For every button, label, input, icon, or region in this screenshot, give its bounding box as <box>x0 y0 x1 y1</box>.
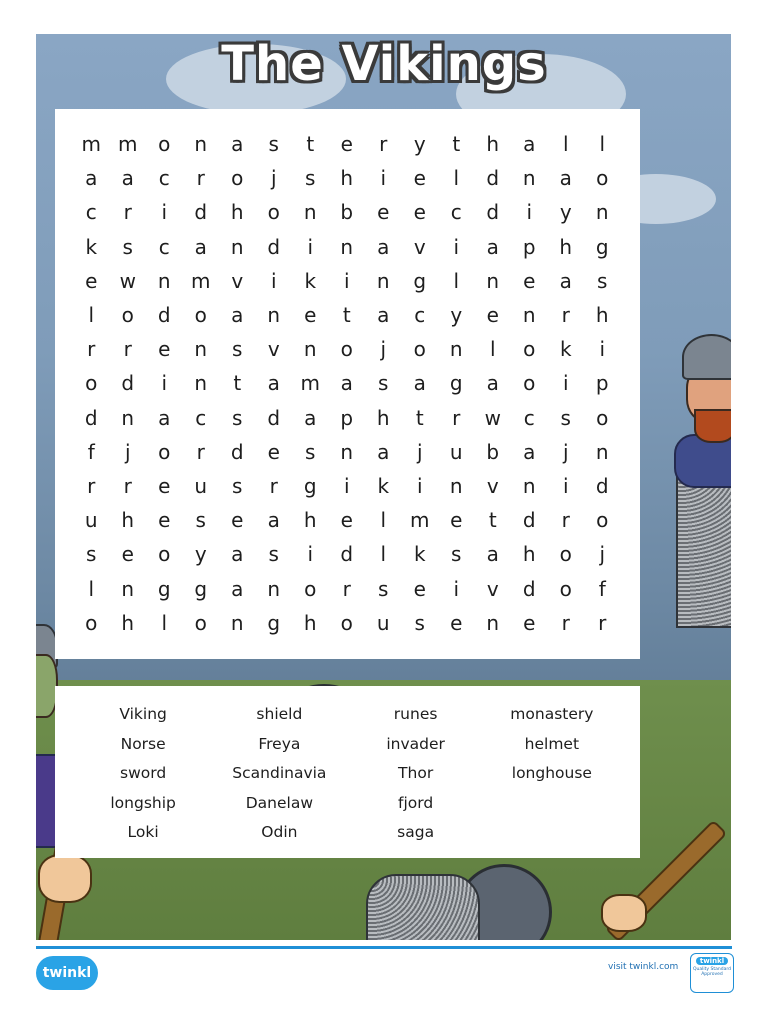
grid-cell[interactable]: c <box>414 303 426 328</box>
grid-cell[interactable]: k <box>377 473 390 498</box>
grid-cell[interactable]: t <box>233 371 242 396</box>
grid-cell[interactable]: y <box>559 200 572 225</box>
word-list-item: fjord <box>398 793 434 812</box>
grid-cell[interactable]: d <box>486 200 500 225</box>
grid-cell[interactable]: r <box>561 303 570 328</box>
grid-cell[interactable]: t <box>306 132 315 157</box>
grid-cell[interactable]: g <box>449 371 463 396</box>
grid-cell[interactable]: r <box>598 610 607 635</box>
grid-cell[interactable]: e <box>85 268 98 293</box>
grid-cell[interactable]: u <box>84 508 98 533</box>
grid-cell[interactable]: o <box>340 610 353 635</box>
grid-cell[interactable]: r <box>123 200 132 225</box>
word-list-item: Scandinavia <box>232 764 327 782</box>
grid-cell[interactable]: s <box>560 405 571 430</box>
grid-cell[interactable]: n <box>230 234 244 259</box>
grid-cell[interactable]: o <box>158 439 171 464</box>
grid-cell[interactable]: s <box>86 542 97 567</box>
grid-cell[interactable]: r <box>269 473 278 498</box>
grid-cell[interactable]: w <box>119 268 136 293</box>
grid-cell[interactable]: g <box>194 576 208 601</box>
grid-cell[interactable]: n <box>522 166 536 191</box>
grid-cell[interactable]: l <box>380 508 387 533</box>
grid-cell[interactable]: p <box>595 371 609 396</box>
grid-cell[interactable]: g <box>267 610 281 635</box>
grid-cell[interactable]: a <box>377 303 390 328</box>
grid-cell[interactable]: o <box>559 542 572 567</box>
grid-cell[interactable]: o <box>194 303 207 328</box>
grid-cell[interactable]: s <box>232 405 243 430</box>
grid-cell[interactable]: a <box>231 576 244 601</box>
grid-cell[interactable]: r <box>452 405 461 430</box>
grid-cell[interactable]: i <box>161 371 168 396</box>
grid-cell[interactable]: a <box>267 508 280 533</box>
grid-cell[interactable]: h <box>303 508 317 533</box>
grid-cell[interactable]: s <box>232 337 243 362</box>
grid-cell[interactable]: o <box>413 337 426 362</box>
grid-cell[interactable]: n <box>267 303 281 328</box>
grid-cell[interactable]: m <box>191 268 211 293</box>
word-list-item: monastery <box>510 705 594 723</box>
badge-title: twinkl <box>696 957 728 965</box>
grid-cell[interactable]: c <box>523 405 535 430</box>
grid-cell[interactable]: i <box>416 473 423 498</box>
grid-cell[interactable]: a <box>158 405 171 430</box>
grid-cell[interactable]: n <box>376 268 390 293</box>
grid-cell[interactable]: e <box>450 610 463 635</box>
grid-cell[interactable]: e <box>486 303 499 328</box>
badge-caption: Quality Standard Approved <box>693 967 731 977</box>
grid-cell[interactable]: o <box>194 610 207 635</box>
grid-cell[interactable]: n <box>486 610 500 635</box>
grid-cell[interactable]: i <box>526 200 533 225</box>
grid-cell[interactable]: a <box>231 303 244 328</box>
grid-cell[interactable]: u <box>449 439 463 464</box>
grid-cell[interactable]: a <box>486 371 499 396</box>
grid-cell[interactable]: h <box>230 200 244 225</box>
grid-cell[interactable]: v <box>486 576 499 601</box>
grid-cell[interactable]: t <box>342 303 351 328</box>
word-list-item: invader <box>386 734 445 753</box>
grid-cell[interactable]: l <box>489 337 496 362</box>
grid-cell[interactable]: n <box>595 200 609 225</box>
grid-cell[interactable]: i <box>380 166 387 191</box>
grid-cell[interactable]: k <box>559 337 572 362</box>
grid-cell[interactable]: r <box>87 473 96 498</box>
grid-cell[interactable]: e <box>231 508 244 533</box>
grid-cell[interactable]: a <box>304 405 317 430</box>
grid-cell[interactable]: o <box>158 542 171 567</box>
grid-cell[interactable]: e <box>158 337 171 362</box>
grid-cell[interactable]: r <box>123 337 132 362</box>
grid-cell[interactable]: n <box>449 337 463 362</box>
grid-cell[interactable]: l <box>453 268 460 293</box>
grid-cell[interactable]: e <box>267 439 280 464</box>
grid-cell[interactable]: p <box>522 234 536 259</box>
grid-cell[interactable]: o <box>596 166 609 191</box>
grid-cell[interactable]: g <box>595 234 609 259</box>
grid-cell[interactable]: j <box>416 439 423 464</box>
grid-cell[interactable]: l <box>88 303 95 328</box>
grid-cell[interactable]: c <box>85 200 97 225</box>
grid-cell[interactable]: c <box>195 405 207 430</box>
grid-cell[interactable]: n <box>121 405 135 430</box>
word-list-item: Odin <box>261 823 298 841</box>
grid-cell[interactable]: s <box>268 542 279 567</box>
grid-cell[interactable]: k <box>304 268 317 293</box>
grid-cell[interactable]: i <box>562 371 569 396</box>
grid-cell[interactable]: u <box>194 473 208 498</box>
grid-cell[interactable]: a <box>377 439 390 464</box>
hand-right <box>601 894 647 932</box>
grid-cell[interactable]: a <box>486 542 499 567</box>
grid-cell[interactable]: n <box>121 576 135 601</box>
grid-cell[interactable]: j <box>599 542 606 567</box>
grid-cell[interactable]: m <box>118 132 138 157</box>
viking-beard-right <box>694 409 731 443</box>
grid-cell[interactable]: r <box>196 166 205 191</box>
word-search-grid-panel <box>55 109 640 659</box>
grid-cell[interactable]: r <box>196 439 205 464</box>
grid-cell[interactable]: n <box>340 234 354 259</box>
grid-cell[interactable]: n <box>522 303 536 328</box>
grid-cell[interactable]: n <box>303 337 317 362</box>
word-list-item: Freya <box>258 734 301 753</box>
grid-cell[interactable]: h <box>559 234 573 259</box>
grid-cell[interactable]: i <box>453 234 460 259</box>
grid-cell[interactable]: e <box>340 508 353 533</box>
grid-cell[interactable]: o <box>559 576 572 601</box>
grid-cell[interactable]: o <box>121 303 134 328</box>
grid-cell[interactable]: m <box>300 371 320 396</box>
grid-cell[interactable]: m <box>81 132 101 157</box>
grid-cell[interactable]: s <box>122 234 133 259</box>
grid-cell[interactable]: n <box>194 337 208 362</box>
grid-cell[interactable]: a <box>194 234 207 259</box>
word-list-item: shield <box>256 705 303 723</box>
grid-cell[interactable]: m <box>410 508 430 533</box>
word-list-item <box>484 818 620 848</box>
grid-cell[interactable]: g <box>413 268 427 293</box>
grid-cell[interactable]: e <box>413 576 426 601</box>
grid-cell[interactable]: t <box>488 508 497 533</box>
word-list <box>75 700 620 848</box>
grid-cell[interactable]: n <box>194 371 208 396</box>
grid-cell[interactable]: o <box>85 610 98 635</box>
grid-cell[interactable]: s <box>268 132 279 157</box>
grid-cell[interactable]: a <box>486 234 499 259</box>
grid-cell[interactable]: n <box>522 473 536 498</box>
grid-cell[interactable]: h <box>340 166 354 191</box>
grid-cell[interactable]: j <box>270 166 277 191</box>
grid-cell[interactable]: a <box>523 439 536 464</box>
word-list-item: saga <box>397 823 435 841</box>
grid-cell[interactable]: t <box>452 132 461 157</box>
grid-cell[interactable]: a <box>340 371 353 396</box>
grid-cell[interactable]: n <box>230 610 244 635</box>
grid-cell[interactable]: v <box>413 234 426 259</box>
grid-cell[interactable]: o <box>596 508 609 533</box>
grid-cell[interactable]: o <box>267 200 280 225</box>
grid-cell[interactable]: y <box>450 303 463 328</box>
grid-cell[interactable]: r <box>87 337 96 362</box>
grid-cell[interactable]: h <box>595 303 609 328</box>
grid-cell[interactable]: o <box>523 337 536 362</box>
grid-cell[interactable]: e <box>377 200 390 225</box>
grid-cell[interactable]: s <box>451 542 462 567</box>
grid-cell[interactable]: e <box>413 200 426 225</box>
grid-cell[interactable]: a <box>377 234 390 259</box>
grid-cell[interactable]: r <box>342 576 351 601</box>
grid-cell[interactable]: f <box>87 439 95 464</box>
grid-cell[interactable]: a <box>523 132 536 157</box>
viking-helmet-right <box>682 334 731 380</box>
grid-cell[interactable]: e <box>121 542 134 567</box>
grid-cell[interactable]: i <box>343 268 350 293</box>
grid-cell[interactable]: d <box>194 200 208 225</box>
grid-cell[interactable]: n <box>449 473 463 498</box>
grid-cell[interactable]: d <box>486 166 500 191</box>
grid-cell[interactable]: j <box>380 337 387 362</box>
grid-cell[interactable]: g <box>303 473 317 498</box>
grid-cell[interactable]: h <box>121 508 135 533</box>
grid-cell[interactable]: l <box>562 132 569 157</box>
word-list-item: longship <box>110 793 176 812</box>
grid-cell[interactable]: s <box>597 268 608 293</box>
grid-cell[interactable]: d <box>522 576 536 601</box>
grid-cell[interactable]: a <box>413 371 426 396</box>
grid-cell[interactable]: e <box>413 166 426 191</box>
word-list-item: longhouse <box>511 764 592 782</box>
grid-cell[interactable]: o <box>304 576 317 601</box>
grid-cell[interactable]: b <box>486 439 500 464</box>
hand-left <box>38 854 92 903</box>
grid-cell[interactable]: o <box>523 371 536 396</box>
grid-cell[interactable]: a <box>231 542 244 567</box>
visit-link[interactable]: visit twinkl.com <box>608 962 679 972</box>
word-list-panel <box>55 686 640 858</box>
grid-cell[interactable]: d <box>340 542 354 567</box>
grid-cell[interactable]: o <box>158 132 171 157</box>
grid-cell[interactable]: j <box>124 439 131 464</box>
grid-cell[interactable]: v <box>231 268 244 293</box>
page-title: The Vikings <box>221 36 547 92</box>
twinkl-logo-icon[interactable]: twinkl <box>36 956 98 990</box>
grid-cell[interactable]: o <box>596 405 609 430</box>
grid-cell[interactable]: h <box>522 542 536 567</box>
grid-cell[interactable]: r <box>379 132 388 157</box>
grid-cell[interactable]: d <box>267 405 281 430</box>
word-list-item: sword <box>120 764 167 782</box>
grid-cell[interactable]: h <box>376 405 390 430</box>
grid-cell[interactable]: c <box>158 234 170 259</box>
grid-cell[interactable]: n <box>486 268 500 293</box>
grid-cell[interactable]: c <box>158 166 170 191</box>
grid-cell[interactable]: i <box>307 234 314 259</box>
footer-divider <box>36 946 732 949</box>
grid-cell[interactable]: a <box>231 132 244 157</box>
grid-cell[interactable]: i <box>343 473 350 498</box>
grid-cell[interactable]: d <box>267 234 281 259</box>
grid-cell[interactable]: e <box>158 508 171 533</box>
grid-cell[interactable]: d <box>157 303 171 328</box>
grid-cell[interactable]: h <box>303 610 317 635</box>
grid-cell[interactable]: n <box>303 200 317 225</box>
grid-cell[interactable]: f <box>598 576 606 601</box>
word-list-item: Loki <box>127 823 159 841</box>
word-list-item: Danelaw <box>245 793 314 812</box>
grid-cell[interactable]: r <box>123 473 132 498</box>
grid-cell[interactable]: i <box>599 337 606 362</box>
grid-cell[interactable]: e <box>523 268 536 293</box>
grid-cell[interactable]: e <box>450 508 463 533</box>
grid-cell[interactable]: d <box>595 473 609 498</box>
grid-cell[interactable]: a <box>559 268 572 293</box>
grid-cell[interactable]: h <box>121 610 135 635</box>
grid-cell[interactable]: r <box>561 508 570 533</box>
grid-cell[interactable]: o <box>85 371 98 396</box>
grid-cell[interactable]: o <box>340 337 353 362</box>
grid-cell[interactable]: s <box>414 610 425 635</box>
word-list-item: Thor <box>398 764 434 782</box>
grid-cell[interactable]: i <box>453 576 460 601</box>
grid-cell[interactable]: l <box>599 132 606 157</box>
grid-cell[interactable]: b <box>340 200 354 225</box>
grid-cell[interactable]: s <box>378 576 389 601</box>
grid-cell[interactable]: e <box>340 132 353 157</box>
grid-cell[interactable]: g <box>157 576 171 601</box>
grid-cell[interactable]: a <box>559 166 572 191</box>
word-list-item: Viking <box>119 705 167 723</box>
grid-cell[interactable]: e <box>304 303 317 328</box>
grid-cell[interactable]: n <box>340 439 354 464</box>
grid-cell[interactable]: y <box>194 542 207 567</box>
grid-cell[interactable]: n <box>595 439 609 464</box>
grid-cell[interactable]: n <box>157 268 171 293</box>
quality-standard-badge-icon <box>690 953 734 993</box>
grid-cell[interactable]: o <box>231 166 244 191</box>
word-list-item <box>484 789 620 819</box>
grid-cell[interactable]: k <box>413 542 426 567</box>
grid-cell[interactable]: a <box>121 166 134 191</box>
grid-cell[interactable]: w <box>484 405 501 430</box>
grid-cell[interactable]: a <box>85 166 98 191</box>
grid-cell[interactable]: v <box>267 337 280 362</box>
grid-cell[interactable]: i <box>562 473 569 498</box>
grid-cell[interactable]: l <box>88 576 95 601</box>
word-list-item: Norse <box>120 734 166 753</box>
grid-cell[interactable]: l <box>453 166 460 191</box>
grid-cell[interactable]: d <box>230 439 244 464</box>
word-search-grid <box>73 127 621 640</box>
grid-cell[interactable]: e <box>158 473 171 498</box>
word-list-item: runes <box>393 705 438 723</box>
grid-cell[interactable]: d <box>121 371 135 396</box>
grid-cell[interactable]: j <box>562 439 569 464</box>
grid-cell[interactable]: y <box>413 132 426 157</box>
grid-cell[interactable]: u <box>376 610 390 635</box>
grid-cell[interactable]: i <box>270 268 277 293</box>
grid-cell[interactable]: s <box>305 166 316 191</box>
grid-cell[interactable]: n <box>194 132 208 157</box>
grid-cell[interactable]: s <box>305 439 316 464</box>
grid-cell[interactable]: v <box>486 473 499 498</box>
grid-cell[interactable]: s <box>232 473 243 498</box>
grid-cell[interactable]: n <box>267 576 281 601</box>
grid-cell[interactable]: c <box>450 200 462 225</box>
grid-cell[interactable]: e <box>523 610 536 635</box>
grid-cell[interactable]: d <box>522 508 536 533</box>
grid-cell[interactable]: a <box>267 371 280 396</box>
grid-cell[interactable]: s <box>378 371 389 396</box>
grid-cell[interactable]: k <box>85 234 98 259</box>
chainmail-centre <box>366 874 480 940</box>
grid-cell[interactable]: t <box>415 405 424 430</box>
grid-cell[interactable]: r <box>561 610 570 635</box>
grid-cell[interactable]: h <box>486 132 500 157</box>
grid-cell[interactable]: i <box>161 200 168 225</box>
grid-cell[interactable]: d <box>84 405 98 430</box>
grid-cell[interactable]: l <box>161 610 168 635</box>
grid-cell[interactable]: s <box>195 508 206 533</box>
grid-cell[interactable]: i <box>307 542 314 567</box>
grid-cell[interactable]: l <box>380 542 387 567</box>
grid-cell[interactable]: p <box>340 405 354 430</box>
word-list-item: helmet <box>524 734 580 753</box>
